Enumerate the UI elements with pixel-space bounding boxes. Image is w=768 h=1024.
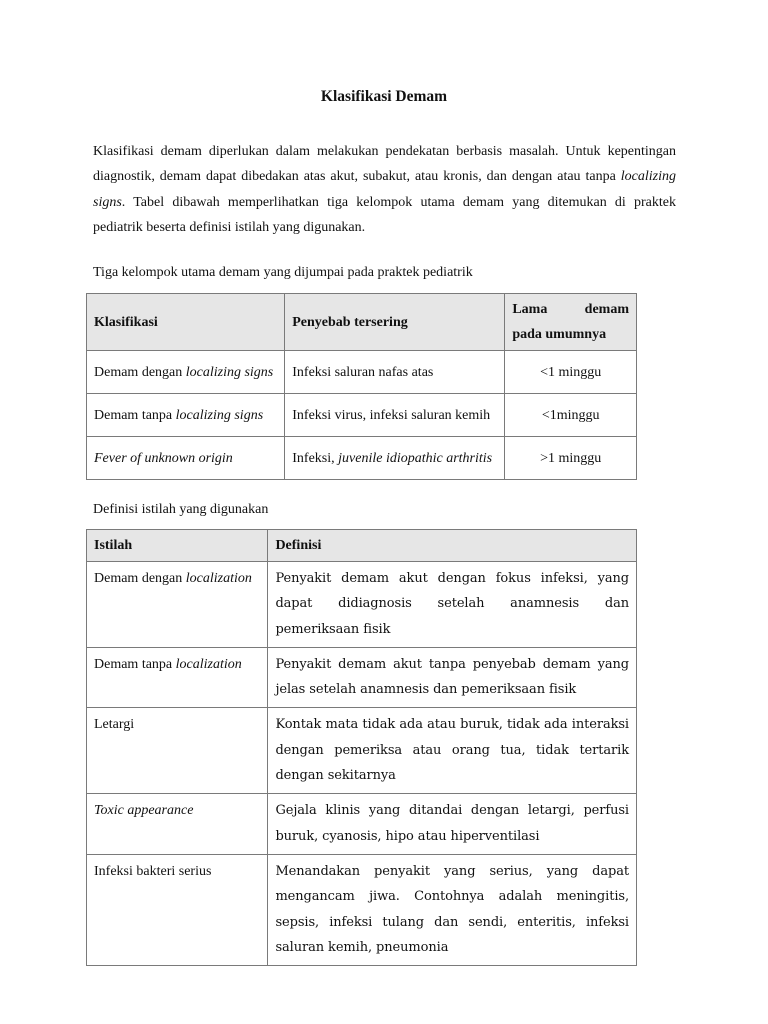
fever-classification-table [86, 293, 637, 480]
cell-text: Demam dengan [94, 571, 186, 586]
table-header-row [87, 294, 637, 351]
cell-text: Demam tanpa [94, 656, 176, 672]
cell-istilah: Infeksi bakteri serius [87, 854, 268, 965]
header-istilah: Istilah [87, 530, 268, 562]
cell-italic: Fever of unknown origin [94, 450, 233, 466]
header-penyebab: Penyebab tersering [285, 294, 505, 351]
table-row [87, 854, 637, 965]
table2-caption: Definisi istilah yang digunakan [93, 502, 269, 517]
cell-istilah [87, 562, 268, 648]
table-row [87, 437, 637, 480]
cell-penyebab: Infeksi saluran nafas atas [285, 351, 505, 394]
cell-italic: juvenile idiopathic arthritis [338, 450, 493, 466]
cell-italic: localization [175, 656, 242, 672]
intro-italic-term: localizing signs [93, 169, 676, 210]
cell-klasifikasi [87, 394, 285, 437]
cell-istilah [87, 794, 268, 855]
cell-definisi: Menandakan penyakit yang serius, yang dapat mengancam jiwa. Contohnya adalah meningitis, sepsis, infeksi tulang dan sendi, enteritis, infeksi saluran kemih, pneumonia [268, 854, 637, 965]
cell-definisi: Penyakit demam akut tanpa penyebab demam yang jelas setelah anamnesis dan pemeriksaan fisik [268, 647, 637, 708]
cell-klasifikasi [87, 437, 285, 480]
cell-penyebab [285, 437, 505, 480]
cell-italic: Toxic appearance [94, 803, 194, 819]
header-lama-line1: Lama demam [512, 302, 629, 317]
cell-definisi: Kontak mata tidak ada atau buruk, tidak ada interaksi dengan pemeriksa atau orang tua, tidak tertarik dengan sekitarnya [268, 708, 637, 794]
header-klasifikasi: Klasifikasi [87, 294, 285, 351]
cell-italic: localization [185, 571, 252, 586]
cell-istilah: Letargi [87, 708, 268, 794]
intro-text-end: . Tabel dibawah memperlihatkan tiga kelompok utama demam yang ditemukan di praktek pediatrik beserta definisi istilah yang digunakan. [93, 194, 676, 235]
term-definition-table [86, 529, 637, 966]
cell-istilah [87, 647, 268, 708]
table-row [87, 394, 637, 437]
header-definisi: Definisi [268, 530, 637, 562]
table-row [87, 708, 637, 794]
cell-lama: >1 minggu [505, 437, 637, 480]
table-row [87, 562, 637, 648]
cell-lama: <1minggu [505, 394, 637, 437]
cell-lama: <1 minggu [505, 351, 637, 394]
cell-italic: localizing signs [175, 407, 264, 423]
table-row [87, 351, 637, 394]
cell-definisi: Gejala klinis yang ditandai dengan letargi, perfusi buruk, cyanosis, hipo atau hiperventilasi [268, 794, 637, 855]
table1-caption: Tiga kelompok utama demam yang dijumpai pada praktek pediatrik [93, 265, 473, 280]
cell-text: Demam tanpa [94, 407, 176, 423]
cell-penyebab: Infeksi virus, infeksi saluran kemih [285, 394, 505, 437]
table-header-row [87, 530, 637, 562]
cell-text: Infeksi, [292, 450, 339, 466]
cell-text: Demam dengan [94, 364, 186, 380]
cell-italic: localizing signs [185, 364, 274, 380]
table-row [87, 647, 637, 708]
cell-klasifikasi [87, 351, 285, 394]
page-title: Klasifikasi Demam [320, 88, 448, 105]
intro-text: Klasifikasi demam diperlukan dalam melakukan pendekatan berbasis masalah. Untuk kepentingan diagnostik, demam dapat dibedakan atas akut, subakut, atau kronis, dan dengan atau tanpa [93, 144, 676, 185]
intro-paragraph [93, 139, 676, 240]
header-lama-line2: pada umumnya [512, 327, 607, 342]
header-lama-demam [505, 294, 637, 351]
table-row [87, 794, 637, 855]
cell-definisi: Penyakit demam akut dengan fokus infeksi, yang dapat didiagnosis setelah anamnesis dan pemeriksaan fisik [268, 562, 637, 648]
